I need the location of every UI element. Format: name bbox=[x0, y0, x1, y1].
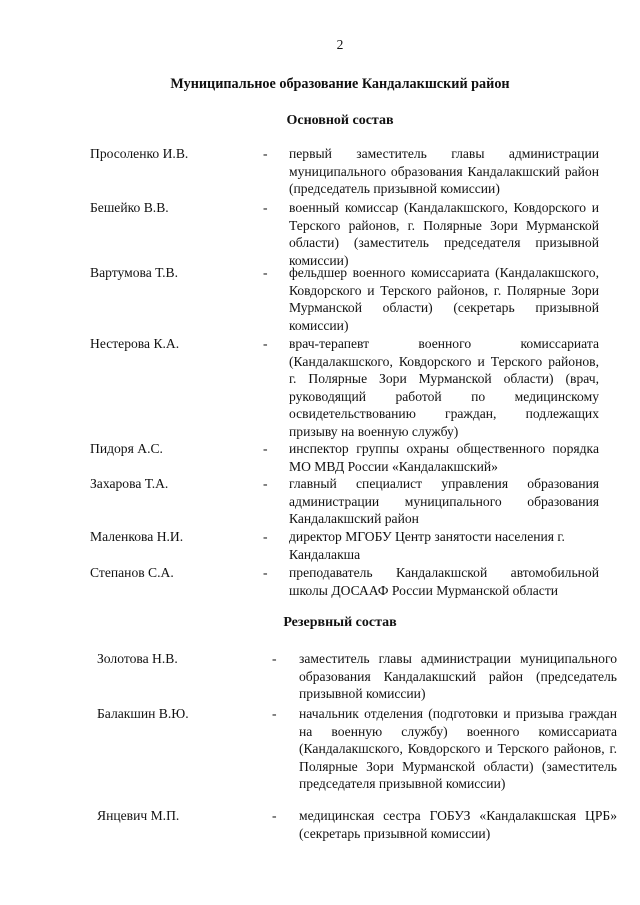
member-role: начальник отделения (подготовки и призыва граждан на военную службу) военного комиссариата (Кандалакшского, Ковдорского и Терского районов, г. Полярные Зори Мурманской области) (заместитель председателя призывной комиссии) bbox=[299, 706, 617, 792]
member-role: инспектор группы охраны общественного порядка МО МВД России «Кандалакшский» bbox=[289, 441, 599, 474]
member-name: Золотова Н.В. bbox=[97, 651, 178, 666]
member-dash: - bbox=[263, 146, 268, 161]
member-role: военный комиссар (Кандалакшского, Ковдорского и Терского районов, г. Полярные Зори Мурманской области) (заместитель председателя призывной комиссии) bbox=[289, 200, 599, 268]
member-role: первый заместитель главы администрации муниципального образования Кандалакшский район (председатель призывной комиссии) bbox=[289, 146, 599, 197]
member-dash: - bbox=[263, 200, 268, 215]
member-dash: - bbox=[263, 441, 268, 456]
reserve-section-heading: Резервный состав bbox=[283, 615, 397, 630]
member-name: Захарова Т.А. bbox=[90, 476, 169, 491]
member-dash: - bbox=[272, 808, 277, 823]
member-role: заместитель главы администрации муниципального образования Кандалакшский район (председатель призывной комиссии) bbox=[299, 651, 617, 702]
member-name: Пидоря А.С. bbox=[90, 441, 163, 456]
member-name: Балакшин В.Ю. bbox=[97, 706, 189, 721]
member-name: Маленкова Н.И. bbox=[90, 529, 184, 544]
member-name: Вартумова Т.В. bbox=[90, 265, 178, 280]
member-dash: - bbox=[263, 476, 268, 491]
member-dash: - bbox=[272, 651, 277, 666]
member-dash: - bbox=[263, 336, 268, 351]
page-number: 2 bbox=[336, 37, 344, 52]
member-name: Просоленко И.В. bbox=[90, 146, 189, 161]
member-name: Бешейко В.В. bbox=[90, 200, 169, 215]
main-section-heading: Основной состав bbox=[286, 113, 394, 128]
member-role: главный специалист управления образования администрации муниципального образования Кандалакшский район bbox=[289, 476, 599, 527]
member-dash: - bbox=[263, 529, 268, 544]
member-role: медицинская сестра ГОБУЗ «Кандалакшская ЦРБ» (секретарь призывной комиссии) bbox=[299, 808, 617, 841]
member-dash: - bbox=[272, 706, 277, 721]
member-name: Нестерова К.А. bbox=[90, 336, 180, 351]
member-name: Янцевич М.П. bbox=[97, 808, 180, 823]
member-role: фельдшер военного комиссариата (Кандалакшского, Ковдорского и Терского районов, г. Полярные Зори Мурманской области) (секретарь призывной комиссии) bbox=[289, 265, 599, 333]
member-role: директор МГОБУ Центр занятости населения г. Кандалакша bbox=[289, 529, 565, 562]
document-title: Муниципальное образование Кандалакшский район bbox=[170, 76, 510, 92]
member-name: Степанов С.А. bbox=[90, 565, 174, 580]
member-dash: - bbox=[263, 265, 268, 280]
member-role: преподаватель Кандалакшской автомобильной школы ДОСААФ России Мурманской области bbox=[289, 565, 599, 598]
member-dash: - bbox=[263, 565, 268, 580]
member-role: врач-терапевт военного комиссариата (Кандалакшского, Ковдорского и Терского районов, г. Полярные Зори Мурманской области) (врач, руководящий работой по медицинскому освидетельствованию граждан, подлежащих призыву на военную службу) bbox=[289, 336, 599, 439]
